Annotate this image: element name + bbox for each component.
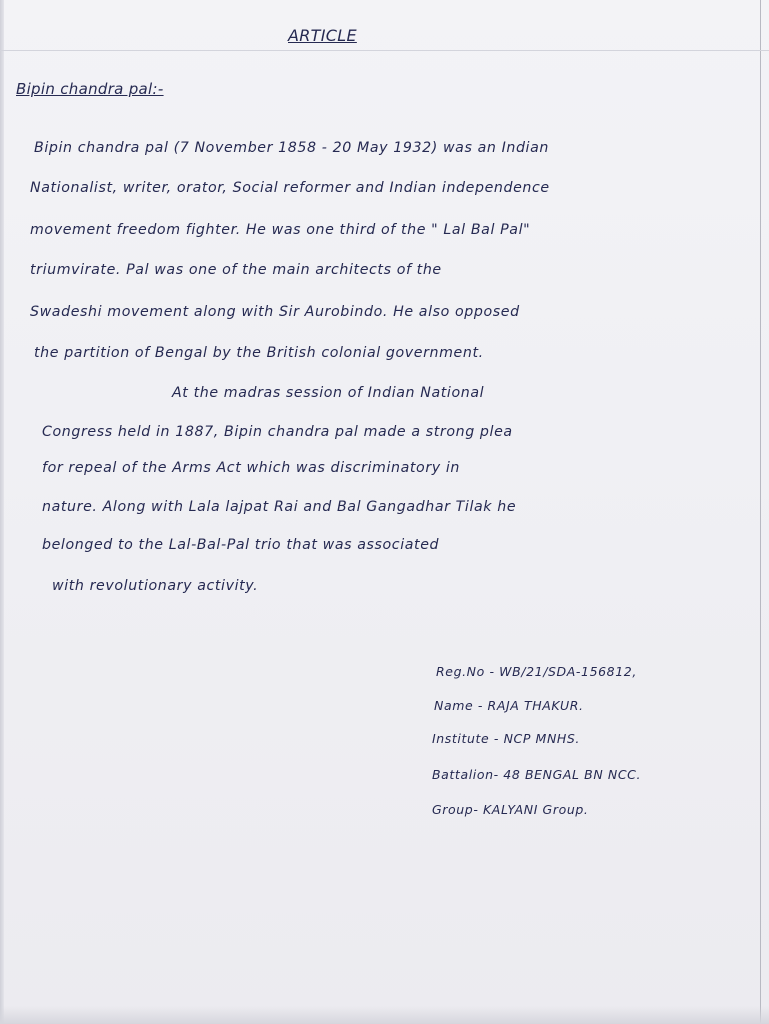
article-title: ARTICLE — [288, 26, 357, 45]
body-line: belonged to the Lal-Bal-Pal trio that was associated — [42, 537, 440, 553]
signature-institute: Institute - NCP MNHS. — [432, 731, 581, 746]
body-line: At the madras session of Indian National — [172, 385, 485, 401]
body-line: the partition of Bengal by the British colonial government. — [34, 345, 484, 361]
body-line: movement freedom fighter. He was one third of the " Lal Bal Pal" — [30, 222, 531, 238]
page-top-rule — [0, 50, 769, 51]
body-line: nature. Along with Lala lajpat Rai and Bal Gangadhar Tilak he — [42, 499, 517, 515]
body-line: Nationalist, writer, orator, Social reformer and Indian independence — [30, 180, 550, 196]
signature-group: Group- KALYANI Group. — [432, 802, 589, 817]
signature-name: Name - RAJA THAKUR. — [434, 698, 584, 713]
body-line: with revolutionary activity. — [52, 578, 259, 594]
body-line: triumvirate. Pal was one of the main architects of the — [30, 262, 442, 278]
body-line: for repeal of the Arms Act which was discriminatory in — [42, 460, 460, 476]
article-heading: Bipin chandra pal:- — [16, 80, 164, 98]
body-line: Bipin chandra pal (7 November 1858 - 20 May 1932) was an Indian — [34, 140, 549, 156]
body-line: Swadeshi movement along with Sir Aurobindo. He also opposed — [30, 304, 520, 320]
signature-reg-no: Reg.No - WB/21/SDA-156812, — [436, 664, 637, 679]
body-line: Congress held in 1887, Bipin chandra pal made a strong plea — [42, 424, 513, 440]
page-right-edge — [760, 0, 761, 1024]
signature-battalion: Battalion- 48 BENGAL BN NCC. — [432, 767, 642, 782]
page-left-edge — [0, 0, 4, 1024]
page-bottom-shadow — [0, 1006, 769, 1024]
